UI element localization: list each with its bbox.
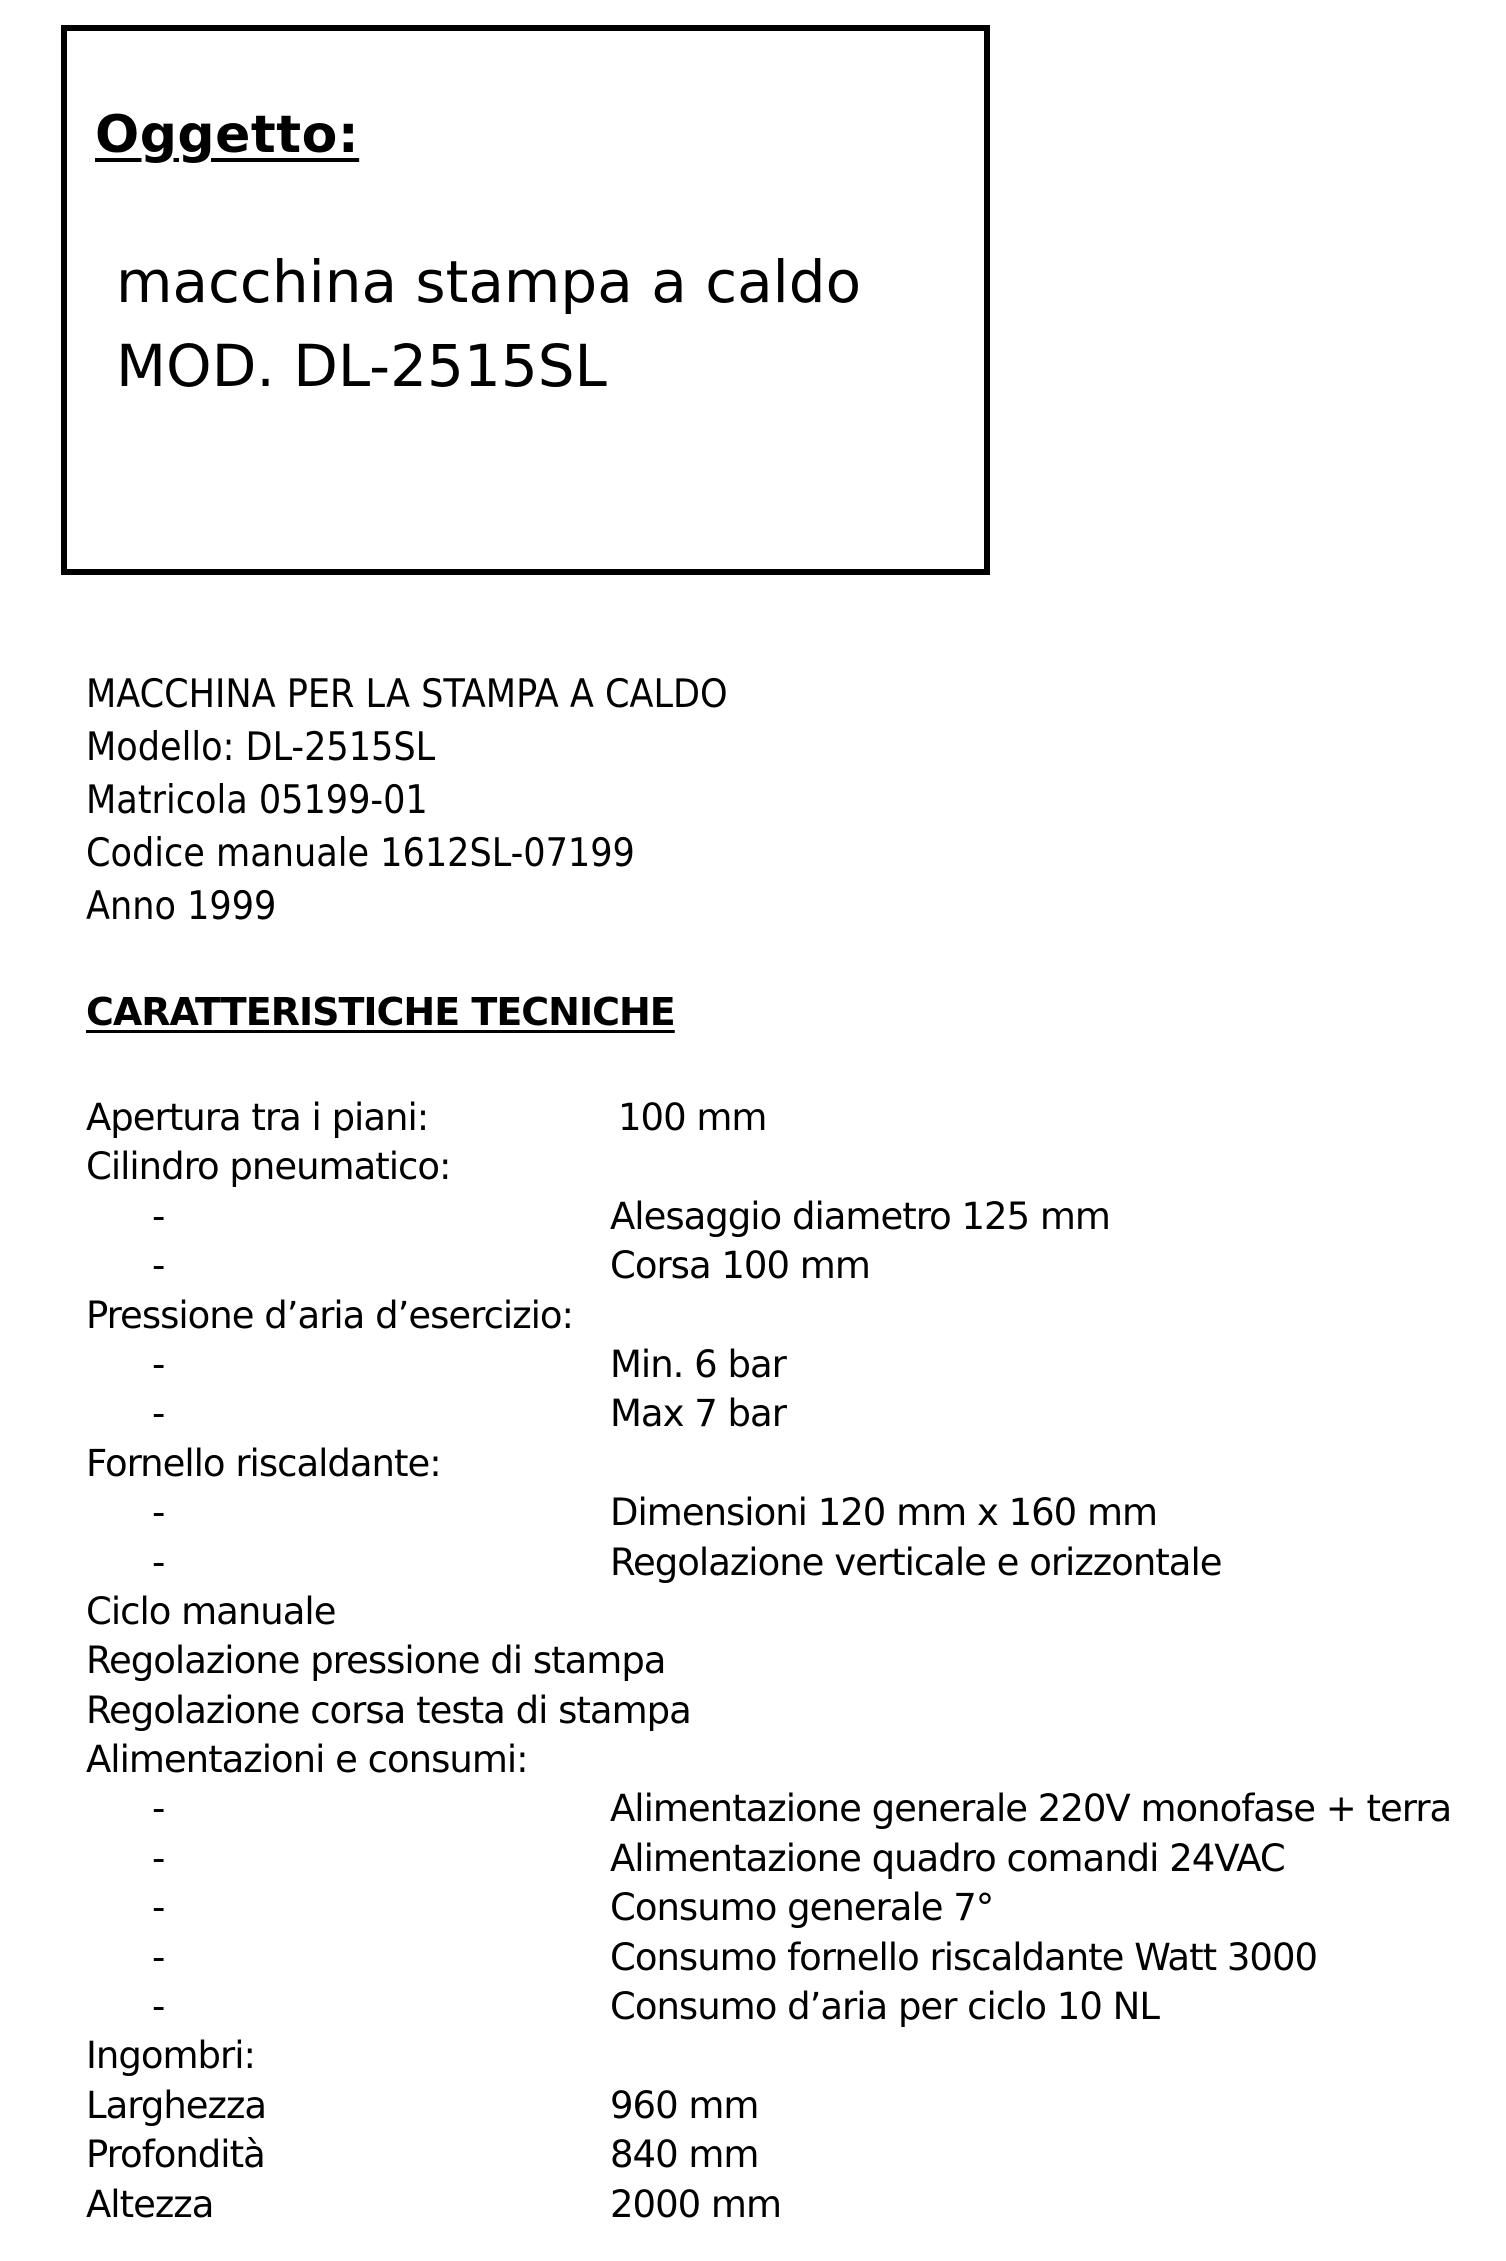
- spec-value: Consumo d’aria per ciclo 10 NL: [610, 1985, 1159, 2029]
- spec-value: Min. 6 bar: [610, 1342, 786, 1386]
- spec-label: Apertura tra i piani:: [86, 1096, 429, 1139]
- spec-dash: -: [152, 1836, 165, 1880]
- spec-row: [86, 1241, 1486, 1290]
- spec-value: 840 mm: [610, 2133, 759, 2177]
- spec-dash: -: [152, 1985, 165, 2029]
- spec-row: [86, 1142, 1486, 1191]
- spec-dash: -: [152, 1194, 165, 1238]
- manual-code: Codice manuale 1612SL-07199: [86, 831, 635, 876]
- spec-row: [86, 1883, 1486, 1932]
- spec-row: [86, 2130, 1486, 2179]
- spec-row: [86, 2081, 1486, 2130]
- spec-row: [86, 1933, 1486, 1982]
- machine-type: MACCHINA PER LA STAMPA A CALDO: [86, 672, 728, 717]
- section-title: CARATTERISTICHE TECNICHE: [86, 990, 675, 1034]
- spec-dash: -: [152, 1392, 165, 1436]
- subject-description: macchina stampa a caldo: [116, 248, 862, 316]
- subject-label: Oggetto:: [95, 105, 360, 165]
- spec-row: [86, 1439, 1486, 1488]
- spec-label: Larghezza: [86, 2083, 267, 2127]
- subject-model: MOD. DL-2515SL: [116, 332, 607, 400]
- spec-dash: -: [152, 1935, 165, 1979]
- spec-value: Alesaggio diametro 125 mm: [610, 1194, 1110, 1238]
- spec-dash: -: [152, 1540, 165, 1584]
- spec-row: [86, 1982, 1486, 2031]
- spec-row: [86, 1587, 1486, 1636]
- spec-label: Profondità: [86, 2133, 265, 2177]
- spec-row: [86, 1686, 1486, 1735]
- spec-row: [86, 1636, 1486, 1685]
- spec-value: Max 7 bar: [610, 1392, 786, 1436]
- spec-value: 960 mm: [610, 2083, 759, 2127]
- machine-info: [86, 668, 728, 933]
- machine-serial: Matricola 05199-01: [86, 778, 428, 823]
- spec-value: Alimentazione quadro comandi 24VAC: [610, 1836, 1285, 1880]
- spec-label: Regolazione pressione di stampa: [86, 1639, 666, 1683]
- spec-row: [86, 1093, 1486, 1142]
- spec-value: Consumo generale 7°: [610, 1886, 994, 1930]
- spec-value: Corsa 100 mm: [610, 1244, 870, 1288]
- spec-row: [86, 2031, 1486, 2080]
- spec-label: Pressione d’aria d’esercizio:: [86, 1293, 573, 1337]
- spec-dash: -: [152, 1244, 165, 1288]
- spec-label: Ingombri:: [86, 2034, 255, 2078]
- spec-value: Alimentazione generale 220V monofase + terra: [610, 1787, 1452, 1831]
- spec-row: [86, 1389, 1486, 1438]
- spec-value: Regolazione verticale e orizzontale: [610, 1540, 1222, 1584]
- spec-label: Fornello riscaldante:: [86, 1441, 441, 1485]
- spec-label: Alimentazioni e consumi:: [86, 1738, 528, 1782]
- spec-value: 2000 mm: [610, 2182, 782, 2226]
- spec-row: [86, 1538, 1486, 1587]
- spec-row: [86, 1192, 1486, 1241]
- spec-row: [86, 1834, 1486, 1883]
- spec-row: [86, 2180, 1486, 2229]
- specs-list: [86, 1093, 1486, 2229]
- spec-value: 100 mm: [618, 1096, 767, 1139]
- spec-value: Dimensioni 120 mm x 160 mm: [610, 1491, 1158, 1535]
- spec-dash: -: [152, 1342, 165, 1386]
- spec-dash: -: [152, 1491, 165, 1535]
- spec-row: [86, 1488, 1486, 1537]
- machine-model: Modello: DL-2515SL: [86, 725, 436, 770]
- spec-row: [86, 1735, 1486, 1784]
- spec-label: Ciclo manuale: [86, 1589, 336, 1633]
- spec-row: [86, 1340, 1486, 1389]
- spec-dash: -: [152, 1886, 165, 1930]
- spec-label: Regolazione corsa testa di stampa: [86, 1688, 691, 1732]
- spec-value: Consumo fornello riscaldante Watt 3000: [610, 1935, 1318, 1979]
- spec-label: Cilindro pneumatico:: [86, 1145, 451, 1189]
- spec-label: Altezza: [86, 2182, 214, 2226]
- spec-dash: -: [152, 1787, 165, 1831]
- spec-row: [86, 1291, 1486, 1340]
- machine-year: Anno 1999: [86, 884, 277, 929]
- spec-row: [86, 1784, 1486, 1833]
